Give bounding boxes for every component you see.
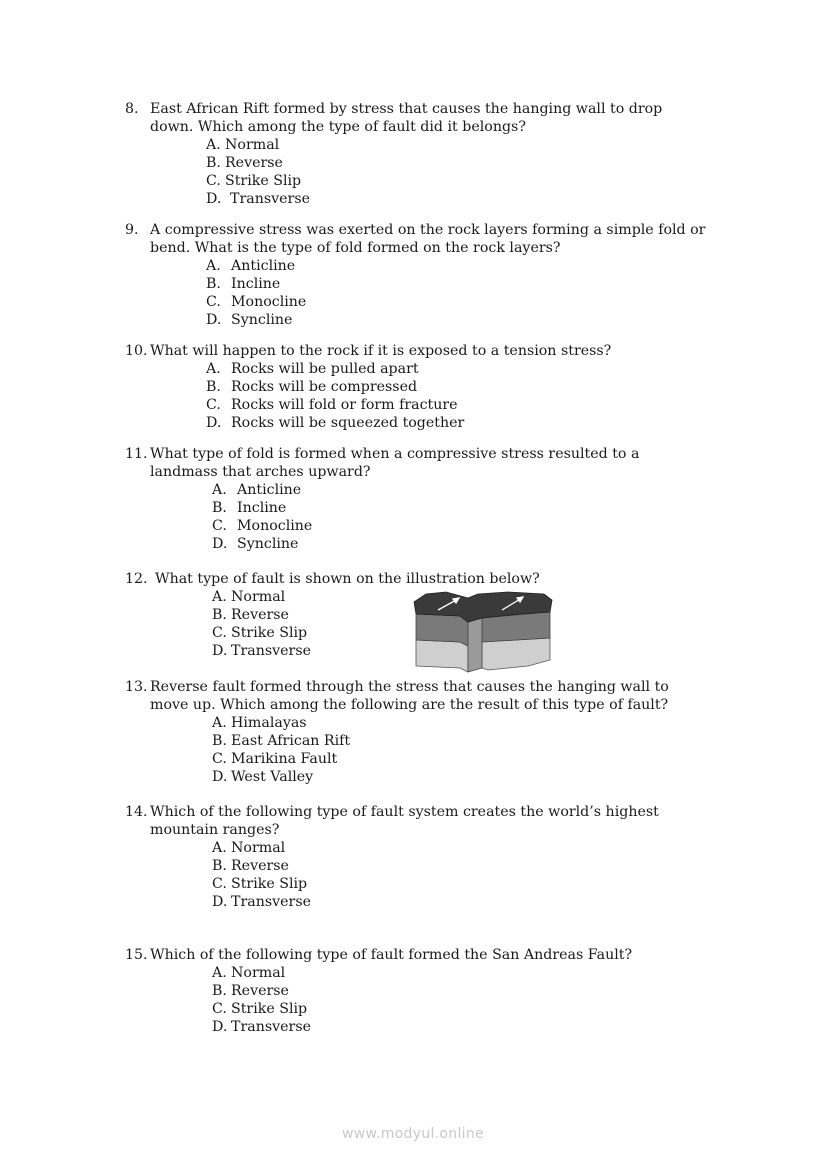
option-c[interactable]: C. Strike Slip <box>212 876 308 892</box>
question-stem <box>150 678 730 714</box>
question-11 <box>125 445 730 553</box>
option-b[interactable]: B. Reverse <box>212 607 289 623</box>
option-c[interactable]: C. Monocline <box>206 294 307 310</box>
options-list <box>125 257 730 329</box>
stem-line: What will happen to the rock if it is exposed to a tension stress? <box>150 343 612 359</box>
option-d[interactable]: D. Transverse <box>212 1019 311 1035</box>
options-list <box>125 964 730 1036</box>
option-b[interactable]: B. East African Rift <box>212 733 351 749</box>
question-number: 8. <box>125 101 139 117</box>
option-b[interactable]: B. Reverse <box>206 155 283 171</box>
option-a[interactable]: A. Himalayas <box>212 715 307 731</box>
question-13 <box>125 678 730 786</box>
question-stem <box>150 946 730 964</box>
question-number: 12. <box>125 571 148 587</box>
option-d[interactable]: D. Transverse <box>212 643 311 659</box>
stem-line: move up. Which among the following are the result of this type of fault? <box>150 697 669 713</box>
options-list <box>125 839 730 911</box>
question-number: 9. <box>125 222 139 238</box>
option-b[interactable]: B. Incline <box>206 276 281 292</box>
question-stem <box>155 570 735 588</box>
option-a[interactable]: A. Rocks will be pulled apart <box>206 361 419 377</box>
option-d[interactable]: D. West Valley <box>212 769 314 785</box>
option-a[interactable]: A. Normal <box>212 965 286 981</box>
stem-line: East African Rift formed by stress that causes the hanging wall to drop <box>150 101 663 117</box>
stem-line: A compressive stress was exerted on the rock layers forming a simple fold or <box>150 222 706 238</box>
question-number: 14. <box>125 804 148 820</box>
option-b[interactable]: B. Reverse <box>212 983 289 999</box>
question-stem <box>150 100 730 136</box>
option-b[interactable]: B. Rocks will be compressed <box>206 379 418 395</box>
question-number: 13. <box>125 679 148 695</box>
option-a[interactable]: A. Normal <box>206 137 280 153</box>
options-list <box>125 481 730 553</box>
option-d[interactable]: D. Syncline <box>206 312 293 328</box>
option-d[interactable]: D. Syncline <box>212 536 299 552</box>
watermark-footer: www.modyul.online <box>342 1126 484 1142</box>
option-a[interactable]: A. Normal <box>212 589 286 605</box>
option-d[interactable]: D. Transverse <box>206 191 310 207</box>
option-c[interactable]: C. Strike Slip <box>212 1001 308 1017</box>
question-number: 11. <box>125 446 148 462</box>
option-d[interactable]: D. Transverse <box>212 894 311 910</box>
options-list <box>125 360 730 432</box>
option-a[interactable]: A. Anticline <box>212 482 302 498</box>
fault-plane <box>468 618 482 672</box>
bottom-rock-layer-right <box>482 638 550 670</box>
stem-line: bend. What is the type of fold formed on the rock layers? <box>150 240 561 256</box>
question-stem <box>150 342 730 360</box>
stem-line: landmass that arches upward? <box>150 464 371 480</box>
option-c[interactable]: C. Monocline <box>212 518 313 534</box>
stem-line: Reverse fault formed through the stress that causes the hanging wall to <box>150 679 669 695</box>
options-list <box>125 136 730 208</box>
question-9 <box>125 221 730 329</box>
stem-line: What type of fault is shown on the illustration below? <box>155 571 540 587</box>
question-15 <box>125 946 730 1036</box>
option-c[interactable]: C. Strike Slip <box>212 625 308 641</box>
option-c[interactable]: C. Marikina Fault <box>212 751 338 767</box>
stem-line: mountain ranges? <box>150 822 280 838</box>
stem-line: What type of fold is formed when a compressive stress resulted to a <box>150 446 640 462</box>
question-number: 10. <box>125 343 148 359</box>
question-stem <box>150 445 730 481</box>
option-a[interactable]: A. Normal <box>212 840 286 856</box>
question-stem <box>150 221 730 257</box>
option-d[interactable]: D. Rocks will be squeezed together <box>206 415 465 431</box>
option-b[interactable]: B. Incline <box>212 500 287 516</box>
question-10 <box>125 342 730 432</box>
option-c[interactable]: C. Strike Slip <box>206 173 302 189</box>
option-a[interactable]: A. Anticline <box>206 258 296 274</box>
stem-line: down. Which among the type of fault did it belongs? <box>150 119 526 135</box>
question-14 <box>125 803 730 911</box>
option-b[interactable]: B. Reverse <box>212 858 289 874</box>
question-8 <box>125 100 730 208</box>
question-stem <box>150 803 730 839</box>
strike-slip-fault-illustration <box>410 588 555 676</box>
question-number: 15. <box>125 947 148 963</box>
bottom-rock-layer <box>416 640 468 672</box>
option-c[interactable]: C. Rocks will fold or form fracture <box>206 397 458 413</box>
stem-line: Which of the following type of fault system creates the world’s highest <box>150 804 659 820</box>
stem-line: Which of the following type of fault formed the San Andreas Fault? <box>150 947 633 963</box>
options-list <box>125 714 730 786</box>
